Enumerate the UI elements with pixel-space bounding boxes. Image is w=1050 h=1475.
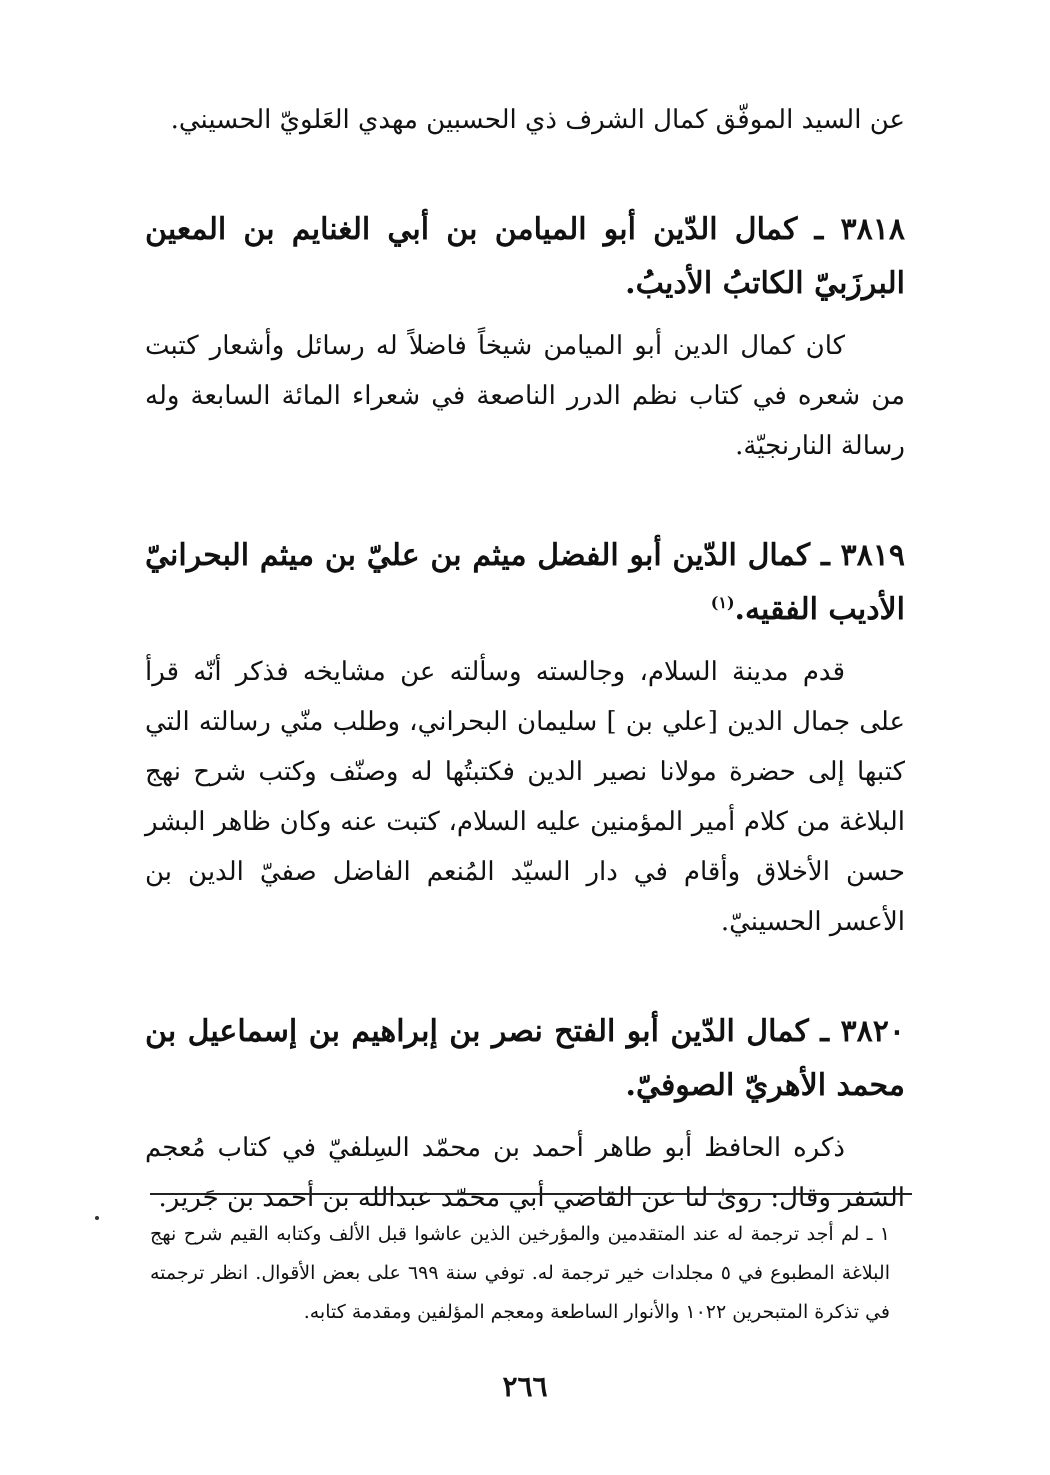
footnote-1: ١ ـ لم أجد ترجمة له عند المتقدمين والمؤرخين الذين عاشوا قبل الألف وكتابه القيم شرح نهج البلاغة المطبوع في ٥ مجلدات خير ترجمة له. توفي سنة ٦٩٩ على بعض الأقوال. انظر ترجمته في تذكرة المتبحرين ١٠٢٢ والأنوار الساطعة ومعجم المؤلفين ومقدمة كتابه. xyxy=(150,1223,890,1323)
section-spacer xyxy=(145,471,905,529)
page-number: ٢٦٦ xyxy=(502,1370,548,1403)
section-spacer xyxy=(145,947,905,1005)
section-spacer xyxy=(145,145,905,203)
entry-heading-3818: ٣٨١٨ ـ كمال الدّين أبو الميامن بن أبي الغنايم بن المعين البرزَبيّ الكاتبُ الأديبُ. xyxy=(145,212,905,301)
entry-heading-3819-text: ٣٨١٩ ـ كمال الدّين أبو الفضل ميثم بن عليّ بن ميثم البحرانيّ الأديب الفقيه. xyxy=(145,538,905,627)
entry-text-3820: ذكره الحافظ أبو طاهر أحمد بن محمّد السِلفيّ في كتاب مُعجم السَفر وقال: روىٰ لنا عن القاضي أبي محمّد عبدالله بن أحمد بن جَرير. xyxy=(145,1133,905,1213)
section-spacer xyxy=(145,311,905,321)
entry-heading-3820: ٣٨٢٠ ـ كمال الدّين أبو الفتح نصر بن إبراهيم بن إسماعيل بن محمد الأهريّ الصوفيّ. xyxy=(145,1014,905,1103)
footnote-separator xyxy=(150,1193,912,1195)
entry-heading-3819 xyxy=(145,529,905,637)
section-spacer xyxy=(145,1113,905,1123)
scan-speck xyxy=(95,1216,99,1220)
section-spacer xyxy=(145,637,905,647)
main-text-block xyxy=(145,95,905,1223)
footnotes-section xyxy=(150,1215,890,1332)
entry-text-3819: قدم مدينة السلام، وجالسته وسألته عن مشايخه فذكر أنّه قرأ على جمال الدين [علي بن ] سليمان البحراني، وطلب منّي رسالته التي كتبها إلى حضرة مولانا نصير الدين فكتبتُها له وصنّف وكتب شرح نهج البلاغة من كلام أمير المؤمنين عليه السلام، كتبت عنه وكان ظاهر البشر حسن الأخلاق وأقام في دار السيّد المُنعم الفاضل صفيّ الدين بن الأعسر الحسينيّ. xyxy=(145,657,906,937)
entry-text-3818: كان كمال الدين أبو الميامن شيخاً فاضلاً له رسائل وأشعار كتبت من شعره في كتاب نظم الدرر الناصعة في شعراء المائة السابعة وله رسالة النارنجيّة. xyxy=(145,331,905,461)
opening-paragraph: عن السيد الموفّق كمال الشرف ذي الحسبين مهدي العَلويّ الحسيني. xyxy=(170,105,905,135)
footnote-reference-1: (١) xyxy=(710,593,735,612)
